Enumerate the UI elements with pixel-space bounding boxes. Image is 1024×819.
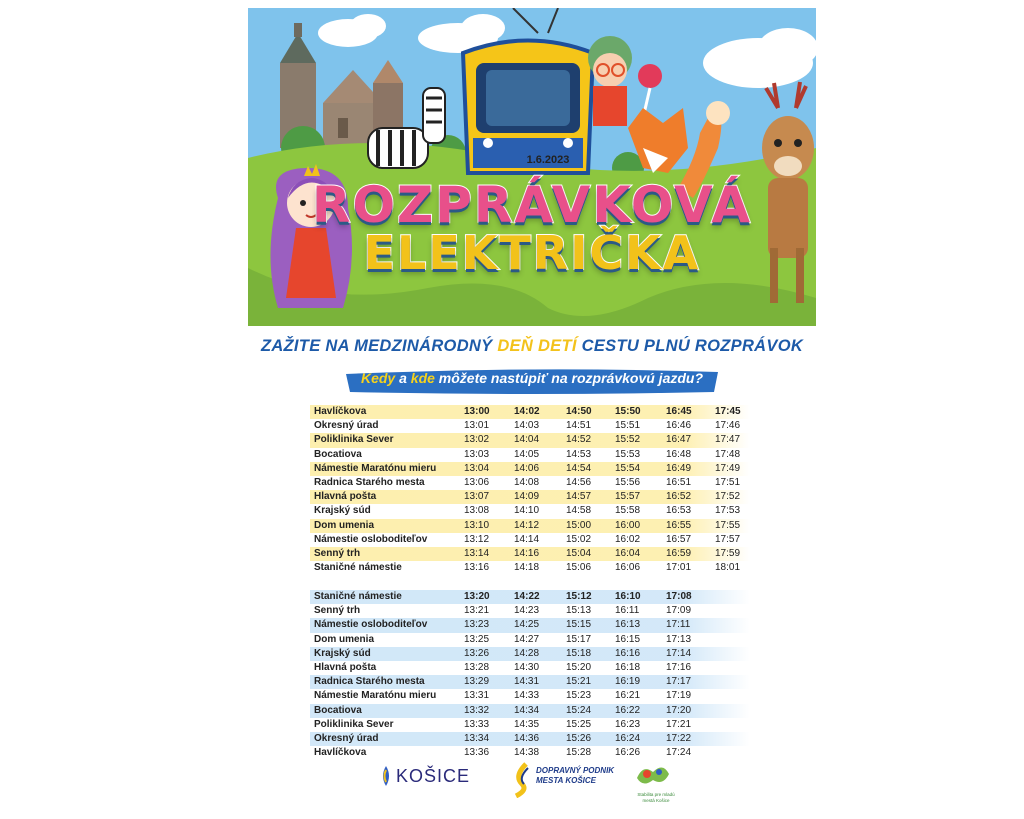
headline-part-1: ZAŽITE NA MEDZINÁRODNÝ	[260, 337, 498, 355]
departure-time: 16:52	[666, 491, 692, 503]
departure-time: 16:47	[666, 434, 692, 446]
timetable-row	[310, 647, 750, 661]
departure-time: 15:52	[615, 434, 641, 446]
departure-time: 14:27	[514, 633, 540, 645]
stop-name: Staničné námestie	[314, 562, 402, 574]
departure-time: 15:17	[566, 633, 592, 645]
question-kedy: Kedy	[360, 370, 396, 386]
stop-name: Námestie osloboditeľov	[314, 619, 428, 631]
timetable-row	[310, 689, 750, 703]
departure-time: 15:04	[566, 547, 592, 559]
departure-time: 13:34	[464, 732, 490, 744]
departure-time: 13:03	[464, 448, 490, 460]
departure-time: 14:04	[514, 434, 540, 446]
timetable-row	[310, 718, 750, 732]
departure-time: 17:16	[666, 661, 692, 673]
departure-time: 17:19	[666, 690, 692, 702]
departure-time: 17:11	[666, 619, 691, 631]
departure-time: 13:25	[464, 633, 490, 645]
departure-time: 14:08	[514, 476, 540, 488]
stop-name: Dom umenia	[314, 519, 375, 531]
departure-time: 16:06	[615, 562, 641, 574]
departure-time: 15:53	[615, 448, 641, 460]
departure-time: 13:26	[464, 647, 490, 659]
departure-time: 14:09	[514, 491, 540, 503]
title-line-2	[248, 226, 816, 280]
timetable-row	[310, 476, 750, 490]
departure-time: 14:06	[514, 462, 540, 474]
stop-name: Staničné námestie	[314, 591, 402, 602]
departure-time: 14:56	[566, 476, 592, 488]
stop-name: Okresný úrad	[314, 732, 379, 744]
departure-time: 13:04	[464, 462, 490, 474]
timetable-row	[310, 618, 750, 632]
departure-time: 13:32	[464, 704, 490, 716]
timetable-row	[310, 519, 750, 533]
departure-time: 17:48	[715, 448, 741, 460]
departure-time: 15:24	[566, 704, 592, 716]
departure-time: 16:22	[615, 704, 641, 716]
departure-time: 14:18	[514, 562, 540, 574]
timetable-row	[310, 732, 750, 746]
timetable-row	[310, 405, 750, 419]
departure-time: 13:36	[464, 747, 490, 759]
departure-time: 17:46	[715, 420, 741, 432]
timetable-row	[310, 675, 750, 689]
departure-time: 14:16	[514, 547, 540, 559]
departure-time: 13:16	[464, 562, 490, 574]
stop-name: Senný trh	[314, 605, 361, 617]
stop-name: Hlavná pošta	[314, 661, 377, 673]
question-kde: kde	[410, 370, 435, 386]
sig-logo-text	[626, 792, 686, 804]
departure-time: 17:14	[666, 647, 692, 659]
departure-time: 17:01	[666, 562, 692, 574]
departure-time: 13:31	[464, 690, 490, 702]
departure-time: 13:23	[464, 619, 490, 631]
departure-time: 16:21	[615, 690, 641, 702]
departure-time: 17:59	[715, 547, 741, 559]
departure-time: 16:13	[615, 619, 641, 631]
departure-time: 13:08	[464, 505, 490, 517]
headline-part-2: CESTU PLNÚ ROZPRÁVOK	[576, 337, 804, 355]
departure-time: 14:36	[514, 732, 540, 744]
departure-time: 13:06	[464, 476, 490, 488]
departure-time: 15:57	[615, 491, 641, 503]
departure-time: 17:53	[715, 505, 741, 517]
departure-time: 15:12	[566, 591, 592, 602]
departure-time: 17:17	[666, 676, 692, 688]
departure-time: 17:55	[715, 519, 741, 531]
sponsor-logos	[248, 758, 816, 810]
departure-time: 15:00	[566, 519, 592, 531]
question-rest: môžete nastúpiť na rozprávkovú jazdu?	[434, 370, 704, 386]
timetable-row	[310, 633, 750, 647]
departure-time: 16:19	[615, 676, 641, 688]
timetable-row	[310, 547, 750, 561]
departure-time: 16:16	[615, 647, 641, 659]
stop-name: Poliklinika Sever	[314, 718, 394, 730]
timetable-row	[310, 604, 750, 618]
hero-illustration	[248, 8, 816, 326]
departure-time: 16:18	[615, 661, 641, 673]
stop-name: Námestie Maratónu mieru	[314, 690, 437, 702]
departure-time: 14:31	[514, 676, 540, 688]
departure-time: 17:13	[666, 633, 692, 645]
departure-time: 14:25	[514, 619, 540, 631]
dpmk-line-1: DOPRAVNÝ PODNIK	[536, 766, 615, 775]
departure-time: 13:00	[464, 406, 490, 417]
stop-name: Bocatiova	[314, 448, 362, 460]
poster	[248, 8, 816, 814]
departure-time: 14:38	[514, 747, 540, 759]
kosice-logo-text: KOŠICE	[396, 766, 471, 786]
departure-time: 16:49	[666, 462, 692, 474]
timetable-row	[310, 504, 750, 518]
departure-time: 14:54	[566, 462, 592, 474]
departure-time: 16:53	[666, 505, 692, 517]
departure-time: 14:53	[566, 448, 592, 460]
dpmk-logo-icon	[508, 762, 534, 798]
title-text-1: ROZPRÁVKOVÁ	[311, 176, 753, 234]
departure-time: 15:21	[566, 676, 592, 688]
departure-time: 17:52	[715, 491, 741, 503]
departure-time: 14:05	[514, 448, 540, 460]
departure-time: 17:09	[666, 605, 692, 617]
timetable-row	[310, 590, 750, 604]
stop-name: Námestie osloboditeľov	[314, 533, 428, 545]
departure-time: 17:21	[666, 718, 692, 730]
timetable-row	[310, 433, 750, 447]
departure-time: 15:58	[615, 505, 641, 517]
departure-time: 14:50	[566, 406, 592, 417]
departure-time: 17:08	[666, 591, 692, 602]
departure-time: 13:33	[464, 718, 490, 730]
timetable-row	[310, 561, 750, 575]
departure-time: 16:26	[615, 747, 641, 759]
departure-time: 17:57	[715, 533, 741, 545]
departure-time: 14:03	[514, 420, 540, 432]
departure-time: 14:33	[514, 690, 540, 702]
timetable-row	[310, 419, 750, 433]
stop-name: Havlíčkova	[314, 747, 367, 759]
departure-time: 15:20	[566, 661, 592, 673]
departure-time: 16:48	[666, 448, 692, 460]
timetable-outbound	[310, 405, 750, 575]
departure-time: 16:15	[615, 633, 641, 645]
departure-time: 16:02	[615, 533, 641, 545]
departure-time: 16:51	[666, 476, 692, 488]
departure-time: 15:54	[615, 462, 641, 474]
sig-line-2: mestá Košice	[642, 798, 670, 803]
departure-time: 15:15	[566, 619, 592, 631]
tram-date: 1.6.2023	[526, 154, 570, 166]
departure-time: 13:02	[464, 434, 490, 446]
departure-time: 16:00	[615, 519, 641, 531]
departure-time: 15:06	[566, 562, 592, 574]
departure-time: 17:45	[715, 406, 741, 417]
departure-time: 13:21	[464, 605, 490, 617]
title-text-2: ELEKTRIČKA	[363, 226, 701, 280]
departure-time: 15:02	[566, 533, 592, 545]
departure-time: 14:12	[514, 519, 540, 531]
headline-highlight: DEŇ DETÍ	[497, 337, 577, 355]
timetable-row	[310, 533, 750, 547]
kosice-logo-icon	[378, 764, 394, 788]
departure-time: 16:23	[615, 718, 641, 730]
departure-time: 17:47	[715, 434, 741, 446]
timetable-row	[310, 462, 750, 476]
sig-logo-icon	[633, 760, 673, 790]
departure-time: 15:23	[566, 690, 592, 702]
stop-name: Radnica Starého mesta	[314, 676, 425, 688]
departure-time: 17:49	[715, 462, 741, 474]
departure-time: 16:46	[666, 420, 692, 432]
departure-time: 17:22	[666, 732, 692, 744]
headline	[248, 337, 816, 356]
departure-time: 14:23	[514, 605, 540, 617]
departure-time: 14:02	[514, 406, 540, 417]
dpmk-logo-text	[536, 766, 614, 786]
departure-time: 13:29	[464, 676, 490, 688]
stop-name: Námestie Maratónu mieru	[314, 462, 437, 474]
departure-time: 14:52	[566, 434, 592, 446]
departure-time: 13:10	[464, 519, 490, 531]
departure-time: 15:51	[615, 420, 641, 432]
stop-name: Dom umenia	[314, 633, 375, 645]
stop-name: Okresný úrad	[314, 420, 379, 432]
departure-time: 14:51	[566, 420, 592, 432]
departure-time: 13:14	[464, 547, 490, 559]
timetable-row	[310, 490, 750, 504]
departure-time: 14:10	[514, 505, 540, 517]
departure-time: 13:20	[464, 591, 490, 602]
departure-time: 15:26	[566, 732, 592, 744]
stop-name: Krajský súd	[314, 647, 371, 659]
timetable-row	[310, 661, 750, 675]
stop-name: Krajský súd	[314, 505, 371, 517]
stop-name: Radnica Starého mesta	[314, 476, 425, 488]
departure-time: 14:30	[514, 661, 540, 673]
departure-time: 15:18	[566, 647, 592, 659]
departure-time: 15:56	[615, 476, 641, 488]
departure-time: 16:04	[615, 547, 641, 559]
departure-time: 17:20	[666, 704, 692, 716]
departure-time: 16:57	[666, 533, 692, 545]
stop-name: Poliklinika Sever	[314, 434, 394, 446]
timetable-row	[310, 448, 750, 462]
departure-time: 16:59	[666, 547, 692, 559]
departure-time: 14:28	[514, 647, 540, 659]
departure-time: 16:55	[666, 519, 692, 531]
stop-name: Hlavná pošta	[314, 491, 377, 503]
timetable-return	[310, 590, 750, 760]
stop-name: Bocatiova	[314, 704, 362, 716]
sig-line-1: Stabilita pre mladú	[637, 792, 675, 797]
departure-time: 13:07	[464, 491, 490, 503]
departure-time: 15:50	[615, 406, 641, 417]
departure-time: 15:28	[566, 747, 592, 759]
departure-time: 16:10	[615, 591, 641, 602]
departure-time: 14:57	[566, 491, 592, 503]
departure-time: 16:45	[666, 406, 692, 417]
stop-name: Havlíčkova	[314, 406, 367, 417]
departure-time: 14:34	[514, 704, 540, 716]
departure-time: 16:24	[615, 732, 641, 744]
departure-time: 17:24	[666, 747, 692, 759]
question-a: a	[395, 370, 411, 386]
departure-time: 18:01	[715, 562, 741, 574]
departure-time: 14:58	[566, 505, 592, 517]
departure-time: 13:12	[464, 533, 490, 545]
departure-time: 14:22	[514, 591, 540, 602]
question-text	[342, 370, 722, 386]
departure-time: 14:35	[514, 718, 540, 730]
departure-time: 15:25	[566, 718, 592, 730]
departure-time: 15:13	[566, 605, 592, 617]
departure-time: 16:11	[615, 605, 640, 617]
departure-time: 13:28	[464, 661, 490, 673]
timetable-row	[310, 704, 750, 718]
departure-time: 14:14	[514, 533, 540, 545]
departure-time: 17:51	[715, 476, 741, 488]
stop-name: Senný trh	[314, 547, 361, 559]
departure-time: 13:01	[464, 420, 490, 432]
dpmk-line-2: MESTA KOŠICE	[536, 776, 597, 785]
